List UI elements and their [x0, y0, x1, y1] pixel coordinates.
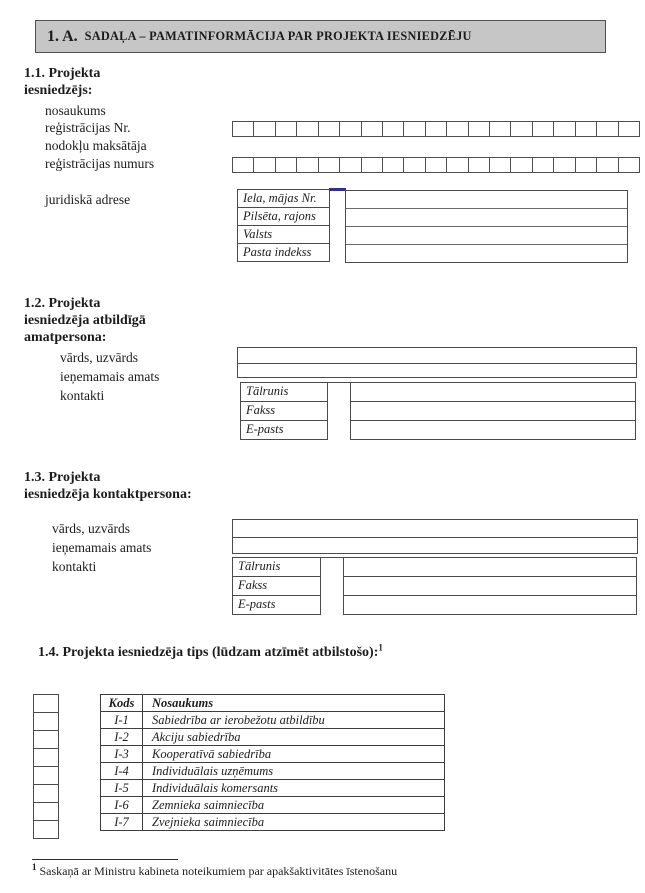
contactperson-phone-input[interactable] — [343, 557, 637, 577]
address-input-country[interactable] — [346, 227, 627, 245]
type-name: Kooperatīvā sabiedrība — [143, 746, 445, 763]
type-table-row — [101, 729, 445, 746]
type-table-row — [101, 780, 445, 797]
char-cell[interactable] — [382, 121, 404, 137]
type-table-row — [101, 814, 445, 831]
char-cell[interactable] — [446, 121, 468, 137]
type-name: Individuālais komersants — [143, 780, 445, 797]
char-cell[interactable] — [361, 121, 383, 137]
type-checkbox-cell[interactable] — [33, 730, 59, 749]
label-vards-uzvards-1-3: vārds, uzvārds — [52, 521, 130, 536]
address-input-city[interactable] — [346, 209, 627, 227]
type-code: I-1 — [101, 712, 143, 729]
contact-row-label: Fakss — [232, 576, 321, 596]
address-row-label: Iela, mājas Nr. — [237, 189, 330, 208]
char-cell[interactable] — [275, 121, 297, 137]
footnote-text: Saskaņā ar Ministru kabineta noteikumiem par apakšaktivitātes īstenošanu — [39, 864, 398, 878]
official-position-input[interactable] — [237, 363, 637, 378]
address-row-label: Valsts — [237, 225, 330, 244]
heading-1-3-line2: iesniedzēja kontaktpersona: — [24, 487, 192, 502]
type-code: I-4 — [101, 763, 143, 780]
type-checkbox-cell[interactable] — [33, 694, 59, 713]
char-cell[interactable] — [339, 157, 361, 173]
heading-1-4-footnote-ref: 1 — [378, 642, 383, 653]
footnote-ref: 1 — [32, 862, 37, 872]
address-row-label: Pilsēta, rajons — [237, 207, 330, 226]
char-cell[interactable] — [425, 121, 447, 137]
label-registracijas-nr: reģistrācijas Nr. — [45, 120, 131, 135]
char-cell[interactable] — [575, 157, 597, 173]
heading-1-2-line3: amatpersona: — [24, 330, 107, 345]
contact-row-label: Fakss — [240, 401, 328, 421]
type-code: I-7 — [101, 814, 143, 831]
banner-title: SADAĻA – PAMATINFORMĀCIJA PAR PROJEKTA IESNIEDZĒJU — [84, 29, 472, 43]
heading-1-3-line1: 1.3. Projekta — [24, 470, 101, 485]
char-cell[interactable] — [618, 121, 640, 137]
contactperson-email-input[interactable] — [343, 595, 637, 615]
contact-row-label: E-pasts — [240, 420, 328, 440]
address-label-table — [237, 189, 330, 262]
contact-row-label: Tālrunis — [240, 382, 328, 402]
official-contact-inputs — [350, 382, 636, 440]
contactperson-name-position-inputs — [232, 519, 638, 554]
type-name: Zemnieka saimniecība — [143, 797, 445, 814]
address-table-navy-mark — [329, 188, 346, 191]
type-name: Individuālais uzņēmums — [143, 763, 445, 780]
type-table-row — [101, 712, 445, 729]
type-checkbox-cell[interactable] — [33, 748, 59, 767]
heading-1-4-text: 1.4. Projekta iesniedzēja tips (lūdzam atzīmēt atbilstošo): — [38, 645, 379, 660]
char-cell[interactable] — [275, 157, 297, 173]
type-code: I-2 — [101, 729, 143, 746]
char-cell[interactable] — [510, 157, 532, 173]
kods-column-header: Kods — [101, 695, 143, 712]
label-nosaukums: nosaukums — [45, 103, 106, 118]
label-kontakti-1-2: kontakti — [60, 388, 105, 403]
type-name: Sabiedrība ar ierobežotu atbildību — [143, 712, 445, 729]
official-fax-input[interactable] — [350, 401, 636, 421]
heading-1-1-line2: iesniedzējs: — [24, 83, 93, 98]
contact-row-label: E-pasts — [232, 595, 321, 615]
address-row-label: Pasta indekss — [237, 243, 330, 262]
type-code: I-6 — [101, 797, 143, 814]
char-cell[interactable] — [553, 121, 575, 137]
char-cell[interactable] — [532, 157, 554, 173]
type-checkbox-cell[interactable] — [33, 802, 59, 821]
registration-nr-cell-grid — [232, 121, 640, 137]
char-cell[interactable] — [532, 121, 554, 137]
address-input-box — [345, 190, 628, 263]
char-cell[interactable] — [425, 157, 447, 173]
label-registracijas-numurs: reģistrācijas numurs — [45, 156, 155, 171]
contact-table-connector — [320, 557, 344, 558]
char-cell[interactable] — [489, 157, 511, 173]
type-table-row — [101, 797, 445, 814]
char-cell[interactable] — [382, 157, 404, 173]
footnote-separator — [32, 859, 178, 860]
label-nodoklu-maksataja: nodokļu maksātāja — [45, 138, 147, 153]
contactperson-contact-inputs — [343, 557, 637, 615]
type-checkbox-cell[interactable] — [33, 784, 59, 803]
contactperson-contact-label-table — [232, 557, 321, 615]
footnote — [32, 864, 397, 879]
char-cell[interactable] — [339, 121, 361, 137]
char-cell[interactable] — [318, 157, 340, 173]
label-vards-uzvards-1-2: vārds, uzvārds — [60, 350, 138, 365]
type-table-row — [101, 746, 445, 763]
type-checkbox-column — [33, 694, 59, 839]
char-cell[interactable] — [253, 157, 275, 173]
official-name-input[interactable] — [237, 347, 637, 364]
label-ienemamais-amats-1-2: ieņemamais amats — [60, 369, 160, 384]
char-cell[interactable] — [596, 157, 618, 173]
char-cell[interactable] — [446, 157, 468, 173]
char-cell[interactable] — [618, 157, 640, 173]
label-ienemamais-amats-1-3: ieņemamais amats — [52, 540, 152, 555]
nosaukums-column-header: Nosaukums — [143, 695, 445, 712]
official-phone-input[interactable] — [350, 382, 636, 402]
contactperson-fax-input[interactable] — [343, 576, 637, 596]
type-checkbox-cell[interactable] — [33, 766, 59, 785]
heading-1-2-line1: 1.2. Projekta — [24, 296, 101, 311]
tax-reg-number-cell-grid — [232, 157, 640, 173]
official-email-input[interactable] — [350, 420, 636, 440]
type-checkbox-cell[interactable] — [33, 712, 59, 731]
char-cell[interactable] — [468, 121, 490, 137]
char-cell[interactable] — [232, 121, 254, 137]
char-cell[interactable] — [403, 157, 425, 173]
char-cell[interactable] — [318, 121, 340, 137]
char-cell[interactable] — [510, 121, 532, 137]
type-checkbox-cell[interactable] — [33, 820, 59, 839]
type-code: I-5 — [101, 780, 143, 797]
banner-number: 1. A. — [47, 27, 78, 45]
address-input-postcode[interactable] — [346, 245, 627, 262]
address-input-street[interactable] — [346, 191, 627, 209]
official-name-position-inputs — [237, 347, 637, 378]
char-cell[interactable] — [232, 157, 254, 173]
heading-1-2-line2: iesniedzēja atbildīgā — [24, 313, 146, 328]
official-contact-label-table — [240, 382, 328, 440]
char-cell[interactable] — [296, 121, 318, 137]
char-cell[interactable] — [575, 121, 597, 137]
char-cell[interactable] — [489, 121, 511, 137]
char-cell[interactable] — [468, 157, 490, 173]
char-cell[interactable] — [253, 121, 275, 137]
label-kontakti-1-3: kontakti — [52, 559, 97, 574]
type-name: Zvejnieka saimniecība — [143, 814, 445, 831]
char-cell[interactable] — [361, 157, 383, 173]
applicant-type-table — [100, 694, 445, 831]
char-cell[interactable] — [403, 121, 425, 137]
contact-row-label: Tālrunis — [232, 557, 321, 577]
type-table-header-row — [101, 695, 445, 712]
char-cell[interactable] — [296, 157, 318, 173]
section-a-banner — [35, 20, 606, 53]
contact-table-connector — [327, 382, 351, 383]
heading-1-1-line1: 1.1. Projekta — [24, 66, 101, 81]
contactperson-position-input[interactable] — [232, 537, 638, 554]
type-code: I-3 — [101, 746, 143, 763]
type-table-row — [101, 763, 445, 780]
char-cell[interactable] — [596, 121, 618, 137]
label-juridiska-adrese: juridiskā adrese — [45, 192, 131, 207]
contactperson-name-input[interactable] — [232, 519, 638, 538]
type-name: Akciju sabiedrība — [143, 729, 445, 746]
heading-1-4 — [38, 642, 383, 661]
char-cell[interactable] — [553, 157, 575, 173]
